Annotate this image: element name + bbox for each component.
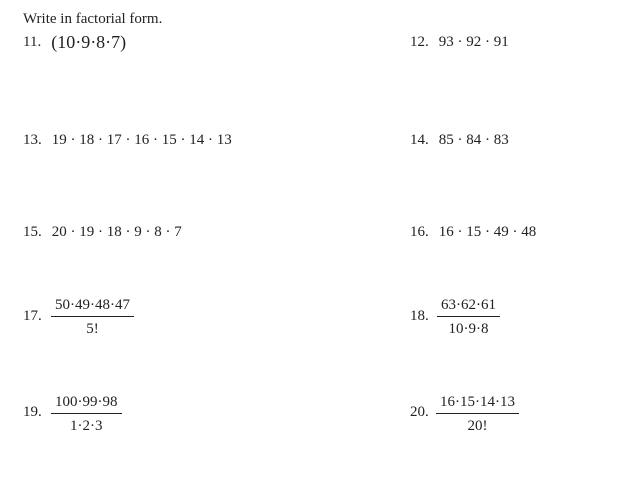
fraction-numerator: 16·15·14·13	[440, 394, 515, 410]
instructions-heading: Write in factorial form.	[23, 11, 163, 27]
problem-expression: 20 · 19 · 18 · 9 · 8 · 7	[51, 224, 182, 240]
fraction-denominator: 20!	[467, 418, 488, 434]
problem-12	[410, 35, 509, 50]
problem-number: 12.	[410, 34, 429, 50]
fraction	[436, 395, 519, 434]
fraction-numerator: 50·49·48·47	[55, 297, 130, 313]
fraction-numerator: 63·62·61	[441, 297, 496, 313]
problem-number: 19.	[23, 404, 42, 420]
problem-expression: 93 · 92 · 91	[438, 34, 509, 50]
problem-number: 13.	[23, 132, 42, 148]
fraction-denominator: 1·2·3	[70, 418, 103, 434]
problem-16	[410, 225, 536, 240]
fraction-numerator: 100·99·98	[55, 394, 118, 410]
fraction-denominator: 5!	[86, 321, 99, 337]
problem-expression: 85 · 84 · 83	[438, 132, 509, 148]
problem-expression: (10·9·8·7)	[51, 32, 127, 52]
problem-15	[23, 225, 182, 240]
problem-number: 14.	[410, 132, 429, 148]
problem-number: 18.	[410, 308, 429, 324]
problem-number: 16.	[410, 224, 429, 240]
fraction	[437, 298, 500, 337]
fraction	[51, 395, 122, 434]
problem-11	[23, 33, 126, 51]
problem-number: 15.	[23, 224, 42, 240]
problem-14	[410, 133, 509, 148]
problem-13	[23, 133, 232, 148]
problem-expression: 16 · 15 · 49 · 48	[438, 224, 537, 240]
problem-expression: 19 · 18 · 17 · 16 · 15 · 14 · 13	[51, 132, 232, 148]
problem-number: 17.	[23, 308, 42, 324]
problem-number: 20.	[410, 404, 429, 420]
fraction	[51, 298, 134, 337]
problem-number: 11.	[23, 33, 42, 50]
fraction-denominator: 10·9·8	[448, 321, 489, 337]
